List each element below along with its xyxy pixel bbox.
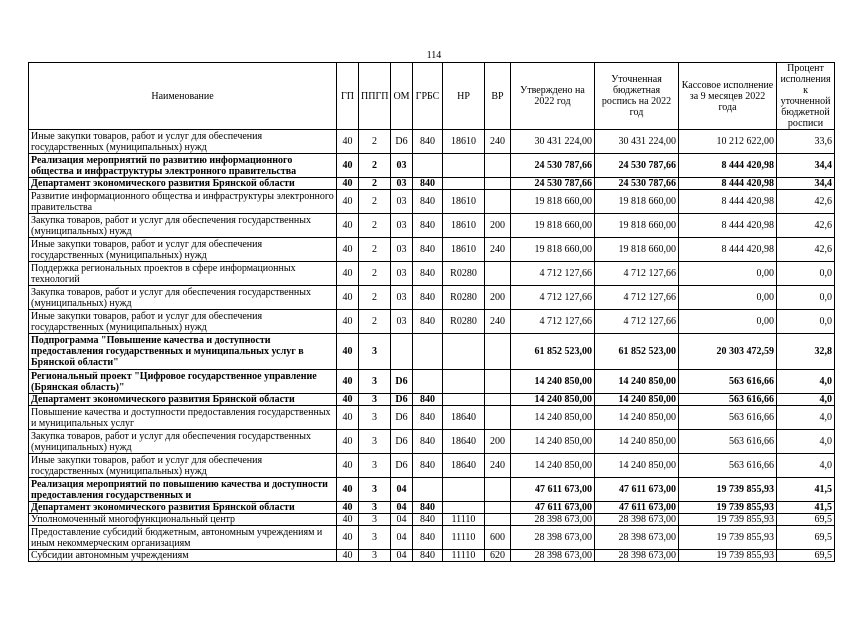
cell-ppgp: 2 [359, 190, 391, 214]
cell-approved: 19 818 660,00 [511, 214, 595, 238]
cell-cash: 8 444 420,98 [679, 190, 777, 214]
cell-approved: 28 398 673,00 [511, 526, 595, 550]
page-number: 114 [426, 50, 442, 61]
cell-om: 04 [391, 514, 413, 526]
cell-refined: 28 398 673,00 [595, 526, 679, 550]
cell-ppgp: 3 [359, 334, 391, 370]
cell-gp: 40 [337, 262, 359, 286]
cell-cash: 20 303 472,59 [679, 334, 777, 370]
cell-name: Закупка товаров, работ и услуг для обеспечения государственных (муниципальных) нужд [29, 430, 337, 454]
cell-cash: 8 444 420,98 [679, 214, 777, 238]
cell-percent: 4,0 [777, 406, 835, 430]
cell-om: 03 [391, 238, 413, 262]
budget-table [28, 62, 835, 562]
cell-ppgp: 3 [359, 478, 391, 502]
cell-vr [485, 334, 511, 370]
cell-np: 11110 [443, 550, 485, 562]
table-row [29, 262, 835, 286]
cell-vr [485, 406, 511, 430]
cell-om: D6 [391, 394, 413, 406]
cell-ppgp: 3 [359, 454, 391, 478]
cell-om: D6 [391, 406, 413, 430]
cell-om: D6 [391, 454, 413, 478]
cell-percent: 41,5 [777, 502, 835, 514]
cell-np: 11110 [443, 514, 485, 526]
table-row [29, 214, 835, 238]
header-percent: Процент исполнения к уточненной бюджетной росписи [777, 63, 835, 130]
table-row [29, 454, 835, 478]
cell-ppgp: 2 [359, 130, 391, 154]
cell-percent: 4,0 [777, 394, 835, 406]
cell-approved: 19 818 660,00 [511, 238, 595, 262]
cell-ppgp: 2 [359, 310, 391, 334]
cell-grbs: 840 [413, 214, 443, 238]
header-np: НР [443, 63, 485, 130]
cell-vr: 240 [485, 238, 511, 262]
cell-np: 18610 [443, 238, 485, 262]
cell-vr [485, 190, 511, 214]
cell-vr [485, 514, 511, 526]
cell-cash: 563 616,66 [679, 430, 777, 454]
header-ppgp: ППГП [359, 63, 391, 130]
cell-grbs [413, 478, 443, 502]
cell-cash: 19 739 855,93 [679, 502, 777, 514]
cell-gp: 40 [337, 286, 359, 310]
cell-grbs: 840 [413, 262, 443, 286]
cell-cash: 0,00 [679, 310, 777, 334]
cell-grbs: 840 [413, 394, 443, 406]
cell-np [443, 334, 485, 370]
cell-vr [485, 502, 511, 514]
cell-gp: 40 [337, 370, 359, 394]
cell-refined: 14 240 850,00 [595, 370, 679, 394]
cell-percent: 42,6 [777, 214, 835, 238]
cell-np [443, 154, 485, 178]
cell-om: 03 [391, 190, 413, 214]
cell-gp: 40 [337, 190, 359, 214]
cell-refined: 14 240 850,00 [595, 454, 679, 478]
cell-vr [485, 154, 511, 178]
cell-ppgp: 3 [359, 502, 391, 514]
cell-refined: 19 818 660,00 [595, 190, 679, 214]
cell-np: 18610 [443, 214, 485, 238]
cell-refined: 14 240 850,00 [595, 406, 679, 430]
cell-ppgp: 2 [359, 238, 391, 262]
cell-refined: 24 530 787,66 [595, 178, 679, 190]
cell-name: Закупка товаров, работ и услуг для обеспечения государственных (муниципальных) нужд [29, 214, 337, 238]
cell-om: 03 [391, 214, 413, 238]
cell-ppgp: 2 [359, 178, 391, 190]
cell-vr [485, 262, 511, 286]
cell-om: 03 [391, 310, 413, 334]
cell-grbs: 840 [413, 406, 443, 430]
cell-grbs: 840 [413, 514, 443, 526]
table-row [29, 478, 835, 502]
cell-vr: 200 [485, 214, 511, 238]
cell-vr: 600 [485, 526, 511, 550]
cell-percent: 42,6 [777, 238, 835, 262]
cell-cash: 563 616,66 [679, 454, 777, 478]
cell-refined: 19 818 660,00 [595, 214, 679, 238]
cell-percent: 4,0 [777, 454, 835, 478]
cell-refined: 47 611 673,00 [595, 478, 679, 502]
table-row [29, 514, 835, 526]
cell-name: Повышение качества и доступности предоставления государственных и муниципальных услуг [29, 406, 337, 430]
cell-name: Уполномоченный многофункциональный центр [29, 514, 337, 526]
cell-name: Закупка товаров, работ и услуг для обеспечения государственных (муниципальных) нужд [29, 286, 337, 310]
cell-np: 11110 [443, 526, 485, 550]
cell-approved: 14 240 850,00 [511, 394, 595, 406]
table-row [29, 394, 835, 406]
cell-approved: 14 240 850,00 [511, 406, 595, 430]
cell-ppgp: 3 [359, 550, 391, 562]
cell-approved: 4 712 127,66 [511, 262, 595, 286]
cell-name: Реализация мероприятий по развитию информационного общества и инфраструктуры электронного правительства [29, 154, 337, 178]
cell-gp: 40 [337, 478, 359, 502]
cell-approved: 4 712 127,66 [511, 310, 595, 334]
cell-approved: 47 611 673,00 [511, 502, 595, 514]
cell-gp: 40 [337, 454, 359, 478]
cell-om: 03 [391, 154, 413, 178]
cell-np: 18640 [443, 454, 485, 478]
table-row [29, 154, 835, 178]
cell-grbs: 840 [413, 130, 443, 154]
cell-gp: 40 [337, 406, 359, 430]
cell-np [443, 502, 485, 514]
cell-grbs: 840 [413, 550, 443, 562]
cell-gp: 40 [337, 526, 359, 550]
cell-name: Департамент экономического развития Брянской области [29, 394, 337, 406]
cell-cash: 8 444 420,98 [679, 154, 777, 178]
cell-cash: 19 739 855,93 [679, 478, 777, 502]
cell-percent: 41,5 [777, 478, 835, 502]
cell-grbs: 840 [413, 178, 443, 190]
cell-cash: 19 739 855,93 [679, 514, 777, 526]
cell-np [443, 394, 485, 406]
cell-ppgp: 3 [359, 526, 391, 550]
cell-grbs [413, 334, 443, 370]
cell-cash: 19 739 855,93 [679, 550, 777, 562]
table-row [29, 310, 835, 334]
header-grbs: ГРБС [413, 63, 443, 130]
cell-approved: 14 240 850,00 [511, 454, 595, 478]
cell-percent: 0,0 [777, 262, 835, 286]
cell-refined: 47 611 673,00 [595, 502, 679, 514]
table-row [29, 502, 835, 514]
cell-ppgp: 3 [359, 370, 391, 394]
cell-name: Подпрограмма "Повышение качества и доступности предоставления государственных и муниципальных услуг в Брянской области" [29, 334, 337, 370]
cell-percent: 4,0 [777, 430, 835, 454]
cell-gp: 40 [337, 514, 359, 526]
cell-refined: 30 431 224,00 [595, 130, 679, 154]
table-row [29, 430, 835, 454]
cell-gp: 40 [337, 178, 359, 190]
header-name: Наименование [29, 63, 337, 130]
cell-grbs: 840 [413, 286, 443, 310]
cell-approved: 30 431 224,00 [511, 130, 595, 154]
cell-om [391, 334, 413, 370]
header-cash: Кассовое исполнение за 9 месяцев 2022 года [679, 63, 777, 130]
cell-grbs: 840 [413, 526, 443, 550]
cell-grbs: 840 [413, 238, 443, 262]
cell-gp: 40 [337, 310, 359, 334]
cell-refined: 19 818 660,00 [595, 238, 679, 262]
cell-om: 04 [391, 502, 413, 514]
cell-approved: 14 240 850,00 [511, 370, 595, 394]
cell-percent: 69,5 [777, 514, 835, 526]
cell-np [443, 178, 485, 190]
cell-om: 04 [391, 478, 413, 502]
header-approved: Утверждено на 2022 год [511, 63, 595, 130]
cell-percent: 4,0 [777, 370, 835, 394]
cell-ppgp: 3 [359, 430, 391, 454]
cell-name: Субсидии автономным учреждениям [29, 550, 337, 562]
header-vr: ВР [485, 63, 511, 130]
table-row [29, 286, 835, 310]
table-row [29, 130, 835, 154]
cell-percent: 69,5 [777, 526, 835, 550]
cell-percent: 34,4 [777, 154, 835, 178]
cell-ppgp: 3 [359, 394, 391, 406]
cell-gp: 40 [337, 550, 359, 562]
cell-om: 03 [391, 286, 413, 310]
cell-percent: 0,0 [777, 286, 835, 310]
cell-ppgp: 2 [359, 214, 391, 238]
cell-gp: 40 [337, 154, 359, 178]
cell-cash: 8 444 420,98 [679, 238, 777, 262]
cell-vr: 620 [485, 550, 511, 562]
table-row [29, 406, 835, 430]
cell-gp: 40 [337, 334, 359, 370]
cell-percent: 32,8 [777, 334, 835, 370]
cell-gp: 40 [337, 238, 359, 262]
cell-cash: 19 739 855,93 [679, 526, 777, 550]
table-body [29, 130, 835, 562]
cell-name: Предоставление субсидий бюджетным, автономным учреждениям и иным некоммерческим организациям [29, 526, 337, 550]
cell-percent: 0,0 [777, 310, 835, 334]
cell-percent: 42,6 [777, 190, 835, 214]
cell-percent: 33,6 [777, 130, 835, 154]
cell-refined: 61 852 523,00 [595, 334, 679, 370]
cell-om: 04 [391, 526, 413, 550]
cell-om: D6 [391, 430, 413, 454]
cell-name: Иные закупки товаров, работ и услуг для обеспечения государственных (муниципальных) нужд [29, 130, 337, 154]
header-row [29, 63, 835, 130]
cell-name: Иные закупки товаров, работ и услуг для обеспечения государственных (муниципальных) нужд [29, 238, 337, 262]
cell-refined: 24 530 787,66 [595, 154, 679, 178]
cell-om: 03 [391, 178, 413, 190]
cell-cash: 563 616,66 [679, 370, 777, 394]
cell-gp: 40 [337, 430, 359, 454]
cell-refined: 4 712 127,66 [595, 286, 679, 310]
header-gp: ГП [337, 63, 359, 130]
cell-grbs: 840 [413, 454, 443, 478]
cell-refined: 4 712 127,66 [595, 310, 679, 334]
cell-name: Иные закупки товаров, работ и услуг для обеспечения государственных (муниципальных) нужд [29, 454, 337, 478]
cell-approved: 4 712 127,66 [511, 286, 595, 310]
cell-ppgp: 3 [359, 514, 391, 526]
cell-grbs: 840 [413, 502, 443, 514]
cell-approved: 61 852 523,00 [511, 334, 595, 370]
header-om: ОМ [391, 63, 413, 130]
cell-ppgp: 3 [359, 406, 391, 430]
cell-cash: 0,00 [679, 286, 777, 310]
cell-cash: 0,00 [679, 262, 777, 286]
header-refined: Уточненная бюджетная роспись на 2022 год [595, 63, 679, 130]
cell-refined: 28 398 673,00 [595, 514, 679, 526]
cell-vr: 240 [485, 310, 511, 334]
cell-name: Реализация мероприятий по повышению качества и доступности предоставления государственных и [29, 478, 337, 502]
table-row [29, 178, 835, 190]
cell-ppgp: 2 [359, 262, 391, 286]
cell-gp: 40 [337, 502, 359, 514]
cell-cash: 563 616,66 [679, 394, 777, 406]
cell-ppgp: 2 [359, 154, 391, 178]
cell-name: Региональный проект "Цифровое государственное управление (Брянская область)" [29, 370, 337, 394]
cell-grbs: 840 [413, 190, 443, 214]
cell-refined: 14 240 850,00 [595, 430, 679, 454]
cell-np: 18640 [443, 406, 485, 430]
table-row [29, 238, 835, 262]
cell-percent: 34,4 [777, 178, 835, 190]
cell-refined: 14 240 850,00 [595, 394, 679, 406]
cell-name: Департамент экономического развития Брянской области [29, 178, 337, 190]
cell-approved: 14 240 850,00 [511, 430, 595, 454]
cell-om: D6 [391, 130, 413, 154]
table-row [29, 370, 835, 394]
table-row [29, 190, 835, 214]
cell-approved: 28 398 673,00 [511, 550, 595, 562]
cell-vr: 240 [485, 454, 511, 478]
cell-name: Иные закупки товаров, работ и услуг для обеспечения государственных (муниципальных) нужд [29, 310, 337, 334]
cell-percent: 69,5 [777, 550, 835, 562]
cell-np: R0280 [443, 310, 485, 334]
cell-name: Поддержка региональных проектов в сфере информационных технологий [29, 262, 337, 286]
cell-approved: 47 611 673,00 [511, 478, 595, 502]
cell-grbs [413, 370, 443, 394]
cell-vr [485, 394, 511, 406]
cell-approved: 19 818 660,00 [511, 190, 595, 214]
cell-vr [485, 478, 511, 502]
cell-approved: 24 530 787,66 [511, 178, 595, 190]
cell-om: 04 [391, 550, 413, 562]
cell-vr: 200 [485, 430, 511, 454]
cell-np [443, 478, 485, 502]
cell-gp: 40 [337, 394, 359, 406]
cell-grbs: 840 [413, 310, 443, 334]
table-row [29, 526, 835, 550]
cell-om: 03 [391, 262, 413, 286]
cell-np: 18640 [443, 430, 485, 454]
cell-np: R0280 [443, 286, 485, 310]
cell-np [443, 370, 485, 394]
cell-np: 18610 [443, 130, 485, 154]
cell-refined: 4 712 127,66 [595, 262, 679, 286]
cell-cash: 8 444 420,98 [679, 178, 777, 190]
cell-approved: 24 530 787,66 [511, 154, 595, 178]
cell-vr: 200 [485, 286, 511, 310]
cell-ppgp: 2 [359, 286, 391, 310]
cell-cash: 563 616,66 [679, 406, 777, 430]
cell-name: Департамент экономического развития Брянской области [29, 502, 337, 514]
cell-refined: 28 398 673,00 [595, 550, 679, 562]
cell-vr: 240 [485, 130, 511, 154]
cell-gp: 40 [337, 214, 359, 238]
cell-vr [485, 178, 511, 190]
cell-grbs [413, 154, 443, 178]
cell-gp: 40 [337, 130, 359, 154]
cell-om: D6 [391, 370, 413, 394]
cell-approved: 28 398 673,00 [511, 514, 595, 526]
table-row [29, 550, 835, 562]
table-row [29, 334, 835, 370]
cell-vr [485, 370, 511, 394]
cell-name: Развитие информационного общества и инфраструктуры электронного правительства [29, 190, 337, 214]
cell-np: R0280 [443, 262, 485, 286]
cell-grbs: 840 [413, 430, 443, 454]
cell-cash: 10 212 622,00 [679, 130, 777, 154]
cell-np: 18610 [443, 190, 485, 214]
